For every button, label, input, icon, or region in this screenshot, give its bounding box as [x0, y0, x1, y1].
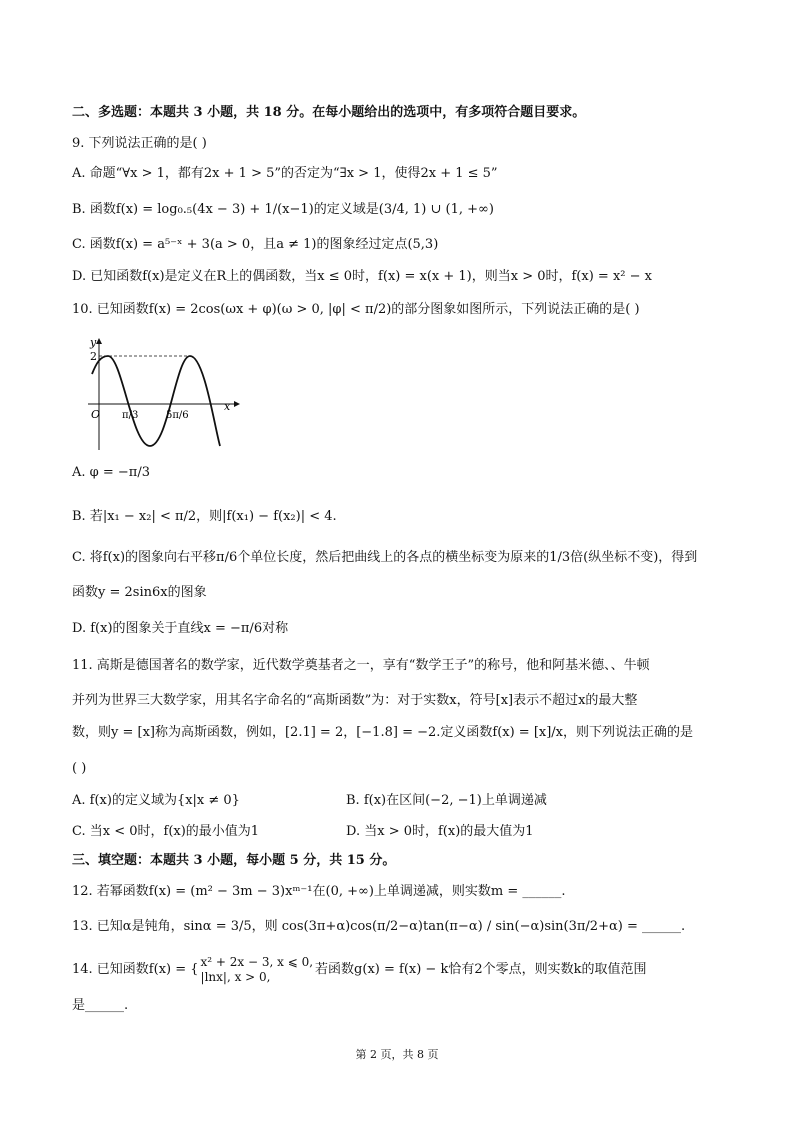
question-11-line4: ( )	[72, 761, 87, 776]
graph-y-label: y	[90, 336, 97, 349]
question-10-stem: 10. 已知函数f(x) = 2cos(ωx + φ)(ω > 0, |φ| < π/2)的部分图象如图所示，下列说法正确的是( )	[72, 302, 640, 317]
question-14-cases	[201, 955, 314, 985]
question-12: 12. 若幂函数f(x) = (m² − 3m − 3)xᵐ⁻¹在(0, +∞)上单调递减，则实数m = ______.	[72, 884, 566, 899]
graph-x-label: x	[224, 400, 231, 413]
question-11-option-b: B. f(x)在区间(−2, −1)上单调递减	[346, 793, 547, 808]
section-heading-fill-in: 三、填空题：本题共 3 小题，每小题 5 分，共 15 分。	[72, 853, 396, 868]
section-heading-multi-choice: 二、多选题：本题共 3 小题，共 18 分。在每小题给出的选项中，有多项符合题目要求。	[72, 105, 586, 120]
question-14-prefix: 14. 已知函数f(x) = {	[72, 962, 199, 977]
question-10-option-c-line2: 函数y = 2sin6x的图象	[72, 585, 207, 600]
question-11-line3: 数，则y = [x]称为高斯函数，例如，[2.1] = 2，[−1.8] = −2.定义函数f(x) = [x]/x，则下列说法正确的是	[72, 725, 694, 740]
graph-x-tick-pi-3: π/3	[122, 410, 139, 421]
question-11-option-c: C. 当x < 0时，f(x)的最小值为1	[72, 824, 260, 839]
question-10-graph	[84, 334, 244, 454]
question-9-option-b: B. 函数f(x) = log₀.₅(4x − 3) + 1/(x−1)的定义域是(3/4, 1) ∪ (1, +∞)	[72, 202, 494, 217]
question-10-option-d: D. f(x)的图象关于直线x = −π/6对称	[72, 621, 289, 636]
graph-x-tick-5pi-6: 5π/6	[166, 410, 189, 421]
graph-y-tick: 2	[90, 350, 97, 363]
question-10-option-b: B. 若|x₁ − x₂| < π/2，则|f(x₁) − f(x₂)| < 4.	[72, 509, 337, 524]
question-14-case-2: |lnx|, x > 0,	[200, 970, 271, 984]
question-10-option-c-line1: C. 将f(x)的图象向右平移π/6个单位长度，然后把曲线上的各点的横坐标变为原来的1/3倍(纵坐标不变)，得到	[72, 550, 698, 565]
question-9-option-a: A. 命题“∀x > 1，都有2x + 1 > 5”的否定为“∃x > 1，使得2x + 1 ≤ 5”	[72, 166, 498, 181]
question-13: 13. 已知α是钝角，sinα = 3/5，则 cos(3π+α)cos(π/2−α)tan(π−α) / sin(−α)sin(3π/2+α) = ______.	[72, 919, 686, 934]
question-10-option-a: A. φ = −π/3	[72, 465, 150, 480]
question-14-case-1: x² + 2x − 3, x ⩽ 0,	[200, 955, 314, 969]
question-9-option-c: C. 函数f(x) = a⁵⁻ˣ + 3(a > 0，且a ≠ 1)的图象经过定点(5,3)	[72, 237, 439, 252]
page-footer: 第 2 页，共 8 页	[355, 1048, 439, 1061]
question-11-option-a: A. f(x)的定义域为{x|x ≠ 0}	[72, 793, 240, 808]
question-9-option-d: D. 已知函数f(x)是定义在R上的偶函数，当x ≤ 0时，f(x) = x(x + 1)，则当x > 0时，f(x) = x² − x	[72, 269, 652, 284]
question-11-option-d: D. 当x > 0时，f(x)的最大值为1	[346, 824, 534, 839]
question-14-line1	[72, 955, 646, 985]
question-9-stem: 9. 下列说法正确的是( )	[72, 136, 207, 151]
question-14-line2: 是______.	[72, 998, 129, 1013]
question-11-line1: 11. 高斯是德国著名的数学家，近代数学奠基者之一，享有“数学王子”的称号，他和阿基米德、、牛顿	[72, 658, 650, 673]
graph-origin: O	[91, 408, 101, 421]
question-14-suffix: 若函数g(x) = f(x) − k恰有2个零点，则实数k的取值范围	[315, 962, 647, 977]
question-11-line2: 并列为世界三大数学家，用其名字命名的“高斯函数”为：对于实数x，符号[x]表示不超过x的最大整	[72, 693, 638, 708]
